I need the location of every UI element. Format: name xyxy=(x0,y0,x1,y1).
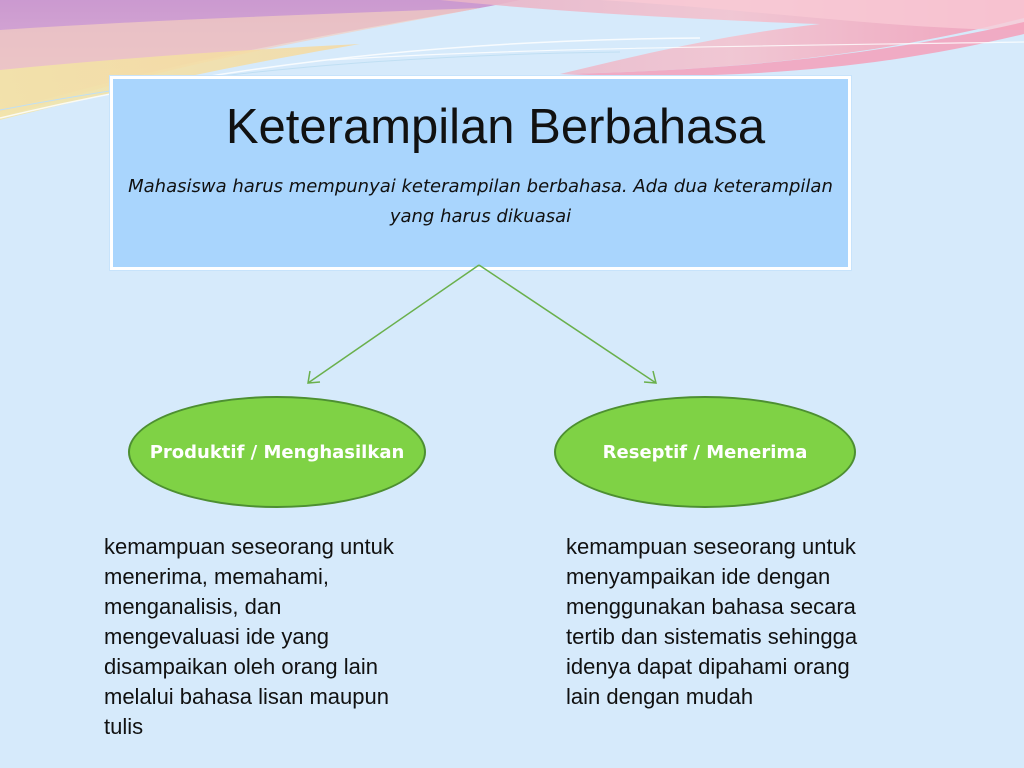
subtitle: Mahasiswa harus mempunyai keterampilan berbahasa. Ada dua keterampilan yang harus dikuasai xyxy=(128,176,833,227)
arrow-right xyxy=(479,265,656,383)
arrow-left xyxy=(308,265,479,383)
branch-produktif-description: kemampuan seseorang untuk menerima, memahami, menganalisis, dan mengevaluasi ide yang disampaikan oleh orang lain melalui bahasa lisan maupun tulis xyxy=(104,534,394,739)
branch-produktif xyxy=(128,396,426,508)
branch-reseptif-label: Reseptif / Menerima xyxy=(602,441,808,463)
page-title: Keterampilan Berbahasa xyxy=(225,100,766,154)
branch-reseptif xyxy=(554,396,856,508)
branch-produktif-label: Produktif / Menghasilkan xyxy=(149,441,405,463)
branch-reseptif-description: kemampuan seseorang untuk menyampaikan ide dengan menggunakan bahasa secara tertib dan sistematis sehingga idenya dapat dipahami orang lain dengan mudah xyxy=(566,534,858,709)
